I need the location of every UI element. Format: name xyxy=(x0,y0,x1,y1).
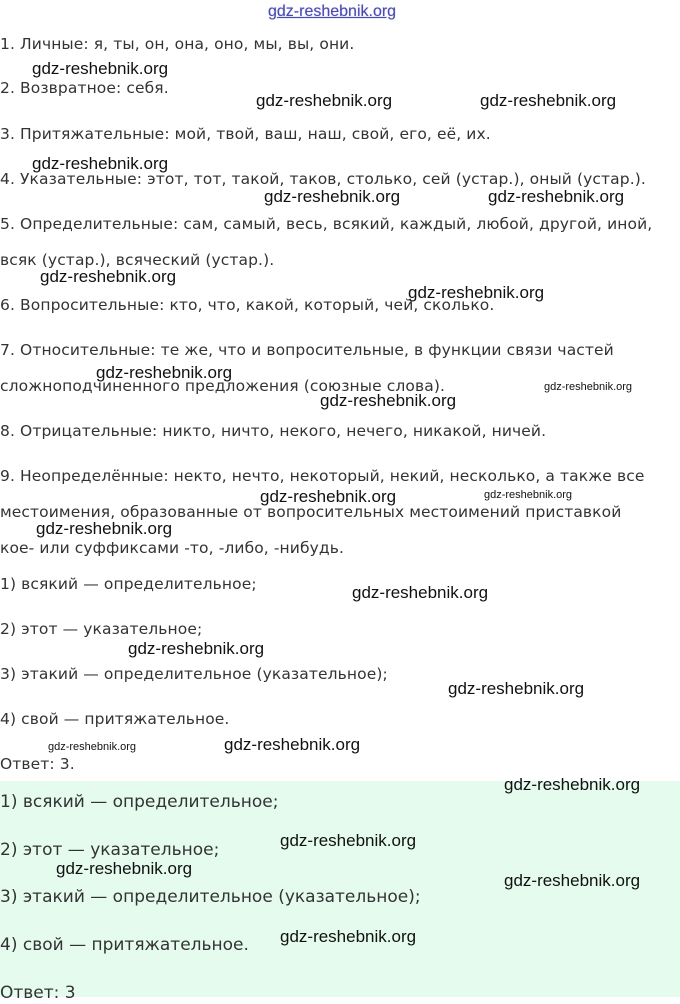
answer-box-line: 3) этакий — определительное (указательное); xyxy=(0,887,421,907)
solution-line: 4) свой — притяжательное. xyxy=(0,710,230,728)
solution-line: 1) всякий — определительное; xyxy=(0,575,257,593)
watermark: gdz-reshebnik.org xyxy=(408,283,545,302)
answer-line: Ответ: 3. xyxy=(0,755,75,773)
watermark: gdz-reshebnik.org xyxy=(504,775,641,794)
answer-box-answer: Ответ: 3 xyxy=(0,983,76,1003)
watermark: gdz-reshebnik.org xyxy=(448,679,585,698)
watermark: gdz-reshebnik.org xyxy=(544,381,633,393)
watermark: gdz-reshebnik.org xyxy=(36,519,173,538)
watermark: gdz-reshebnik.org xyxy=(320,391,457,410)
list-item: 8. Отрицательные: никто, ничто, некого, нечего, никакой, ничей. xyxy=(0,422,547,440)
watermark: gdz-reshebnik.org xyxy=(32,154,169,173)
watermark: gdz-reshebnik.org xyxy=(48,741,137,753)
watermark: gdz-reshebnik.org xyxy=(128,639,265,658)
watermark: gdz-reshebnik.org xyxy=(260,487,397,506)
list-item: 4. Указательные: этот, тот, такой, таков, столько, сей (устар.), оный (устар.). xyxy=(0,170,646,188)
watermark: gdz-reshebnik.org xyxy=(280,927,417,946)
list-item-continuation: сложноподчиненного предложения (союзные слова). xyxy=(0,377,446,395)
answer-box-line: 4) свой — притяжательное. xyxy=(0,935,249,955)
answer-box-line: 2) этот — указательное; xyxy=(0,840,220,860)
list-item-continuation: кое- или суффиксами -то, -либо, -нибудь. xyxy=(0,539,344,557)
list-item: 2. Возвратное: себя. xyxy=(0,79,169,97)
list-item: 1. Личные: я, ты, он, она, оно, мы, вы, они. xyxy=(0,35,355,53)
watermark: gdz-reshebnik.org xyxy=(480,91,617,110)
list-item-continuation: всяк (устар.), всяческий (устар.). xyxy=(0,251,275,269)
list-item: 3. Притяжательные: мой, твой, ваш, наш, свой, его, её, их. xyxy=(0,125,491,143)
watermark: gdz-reshebnik.org xyxy=(280,831,417,850)
answer-box-line: 1) всякий — определительное; xyxy=(0,792,279,812)
watermark: gdz-reshebnik.org xyxy=(504,871,641,890)
list-item: 5. Определительные: сам, самый, весь, всякий, каждый, любой, другой, иной, xyxy=(0,215,653,233)
list-item-continuation: местоимения, образованные от вопросительных местоимений приставкой xyxy=(0,503,622,521)
watermark: gdz-reshebnik.org xyxy=(488,187,625,206)
watermark: gdz-reshebnik.org xyxy=(40,267,177,286)
watermark: gdz-reshebnik.org xyxy=(352,583,489,602)
list-item: 9. Неопределённые: некто, нечто, некоторый, некий, несколько, а также все xyxy=(0,467,645,485)
list-item: 7. Относительные: те же, что и вопросительные, в функции связи частей xyxy=(0,341,614,359)
watermark: gdz-reshebnik.org xyxy=(56,859,193,878)
solution-line: 2) этот — указательное; xyxy=(0,620,203,638)
site-link[interactable]: gdz-reshebnik.org xyxy=(268,3,397,20)
watermark: gdz-reshebnik.org xyxy=(224,735,361,754)
list-item: 6. Вопросительные: кто, что, какой, который, чей, сколько. xyxy=(0,296,495,314)
watermark: gdz-reshebnik.org xyxy=(256,91,393,110)
solution-line: 3) этакий — определительное (указательное); xyxy=(0,665,388,683)
watermark: gdz-reshebnik.org xyxy=(96,363,233,382)
watermark: gdz-reshebnik.org xyxy=(264,187,401,206)
watermark: gdz-reshebnik.org xyxy=(32,59,169,78)
watermark: gdz-reshebnik.org xyxy=(484,489,573,501)
